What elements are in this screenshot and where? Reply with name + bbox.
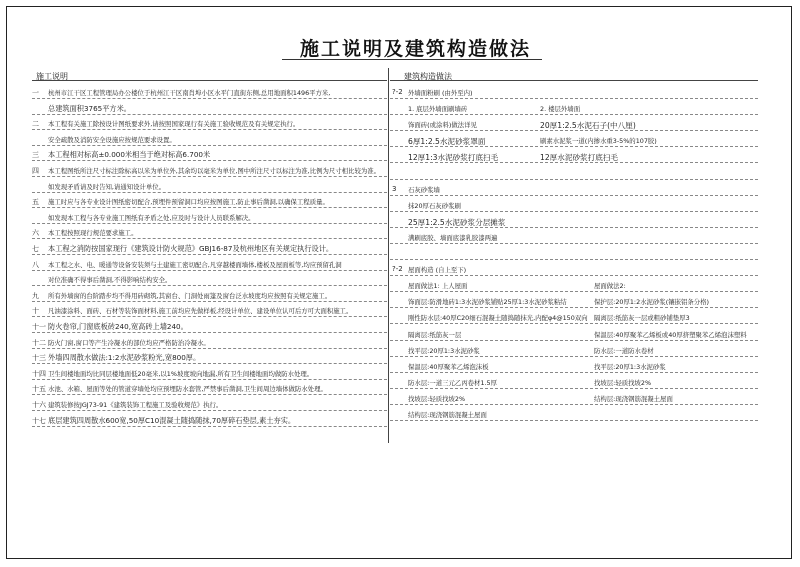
detail-rule [390,114,758,115]
note-rule [32,207,387,208]
detail-text-left: 隔离层:纸筋灰一层 [408,330,462,339]
detail-number: ?-2 [392,88,403,96]
detail-text-left: 饰面砖(或涂料)做法详见 [408,121,477,130]
note-number: 七 [32,245,39,253]
note-rule [32,129,387,130]
note-text: 底层建筑四周散水600宽,50厚C10混凝土随捣随抹,70厚碎石垫层,素土夯实。 [48,415,296,425]
detail-rule [390,211,758,212]
detail-text-left: 结构层:现浇钢筋混凝土屋面 [408,411,487,419]
note-rule [32,394,387,395]
detail-text-right: 12厚水泥砂浆打底扫毛 [540,153,619,163]
note-text: 防火卷帘,门窗底板砖240,宽高砖上墙240。 [48,322,188,331]
detail-text-left: 抹20厚石灰砂浆刷 [408,201,461,210]
detail-text-right: 刷素水泥浆一道(内掺水重3-5%的107胶) [540,137,657,146]
note-number: 十三 [32,354,46,363]
note-rule [32,98,387,99]
note-text: 本工程之消防按国家现行《建筑设计防火规范》GBJ16-87及杭州地区有关规定执行设计。 [48,244,334,253]
detail-text-left: 25厚1:2.5水泥砂浆分层摊浆 [408,217,506,227]
note-rule [32,301,387,302]
detail-rule [390,146,758,147]
right-column-header: 建筑构造做法 [404,72,452,81]
note-number: 三 [32,151,39,160]
note-number: 十 [32,307,39,316]
note-rule [32,176,387,177]
detail-text-right: 保护层:20厚1:2水泥砂浆(镶嵌铝条分格) [594,298,710,307]
note-number: 十二 [32,338,46,347]
detail-text-right: 找平层:20厚1:3水泥砂浆 [594,362,666,371]
left-column-header: 施工说明 [36,72,68,81]
detail-text-right: 2. 楼层外墙面 [540,105,581,114]
detail-number: ?-2 [392,265,403,274]
detail-text-left: 找坡层:轻质找坡2% [408,394,466,403]
detail-rule [390,404,758,405]
note-rule [32,254,387,255]
note-rule [32,379,387,380]
note-number: 十六 [32,401,46,409]
note-text: 建筑装修按JGJ73-91《建筑装饰工程施工及验收规范》执行。 [48,401,223,409]
detail-rule [390,243,758,244]
detail-text-left: 保温层:40厚聚苯乙烯泡沫板 [408,362,489,371]
detail-text-right: 防水层:一道防水卷材 [594,346,654,355]
note-text: 施工时应与各专业设计图纸密切配合,预埋件预留洞口均应按图施工,防止事后凿洞,以确保工程质量。 [48,198,329,207]
note-number: 十四 [32,369,46,378]
detail-text-right: 屋面做法2: [594,282,626,291]
note-text: 本工程按照现行规范要求施工。 [48,229,138,238]
detail-rule [390,307,758,308]
note-text: 如发现本工程与各专业施工图纸有矛盾之处,应及时与设计人员联系解决。 [48,213,255,222]
note-text: 本工程之水、电、暖通等设备安装须与土建施工密切配合,凡穿越楼面墙体,楼板及屋面板等,均应预留孔洞 [48,260,342,269]
detail-rule [390,98,758,99]
page-title: 施工说明及建筑构造做法 [300,38,532,60]
right-header-line [390,80,758,81]
detail-rule [390,291,758,292]
note-rule [32,426,387,427]
detail-text-right: 保温层:40厚聚苯乙烯板或40厚挤塑聚苯乙烯泡沫塑料 [594,330,747,339]
note-rule [32,410,387,411]
detail-text-left: 屋面构造 (自上至下) [408,266,467,275]
note-number: 八 [32,260,39,269]
detail-text-left: 找平层:20厚1:3水泥砂浆 [408,346,480,355]
detail-text-left: 12厚1:3水泥砂浆打底扫毛 [408,153,499,163]
note-rule [32,238,387,239]
note-text: 杭州市江干区工程管理局办公楼位于杭州江干区南肖埠小区水平门直街东侧,总用地面积1496平方米, [48,89,331,97]
detail-text-right: 找坡层:轻质找坡2% [594,378,652,387]
note-text: 本工程图纸所注尺寸标注除标高以米为单位外,其余均以毫米为单位,图中所注尺寸以标注为准,比例为尺寸相比较为准。 [48,167,381,175]
note-number: 四 [32,167,39,175]
detail-text-left: 6厚1:2.5水泥砂浆罩面 [408,137,486,147]
detail-rule [390,420,758,421]
note-rule [32,285,387,286]
note-rule [32,114,387,115]
note-rule [32,192,387,193]
detail-text-right: 结构层:现浇钢筋混凝土屋面 [594,394,673,403]
note-number: 一 [32,89,39,97]
detail-text-left: 满刷底胶、墙面底漆乳胶漆两遍 [408,233,498,242]
detail-text-left: 刚性防水层:40厚C20细石混凝土随捣随抹光,内配φ4@150双向 [408,314,588,323]
detail-rule [390,323,758,324]
note-text: 水池、水箱、屋面等处的管道穿墙处均应预埋防水套管,严禁事后凿洞,卫生间周边墙体做防水处理。 [48,385,327,394]
note-text: 总建筑面积3765平方米。 [48,103,131,113]
note-number: 九 [32,291,39,300]
note-number: 十七 [32,416,46,425]
note-text: 凡油漆涂料、面砖、石材等装饰面材料,施工前均应先做样板,经设计单位、建设单位认可后方可大面积施工。 [48,307,353,316]
detail-rule [390,227,758,228]
note-number: 二 [32,120,39,129]
note-rule [32,145,387,146]
detail-number: 3 [392,184,397,193]
detail-text-left: 防水层:一道三元乙丙卷材1.5厚 [408,378,498,387]
note-text: 本工程相对标高±0.000米相当于绝对标高6.700米 [48,150,211,160]
note-rule [32,270,387,271]
note-text: 对位准确不得事后凿洞,不得影响结构安全。 [48,276,172,285]
detail-text-left: 屋面做法1: 上人屋面 [408,282,468,291]
note-rule [32,316,387,317]
note-rule [32,332,387,333]
detail-text-right: 20厚1:2.5水泥石子(中八厘) [540,121,636,131]
left-header-line [32,80,387,81]
note-number: 十一 [32,323,46,331]
detail-rule [390,259,758,260]
title-underline [282,59,542,60]
note-number: 十五 [32,385,46,394]
note-text: 所有外墙窗的台阶踏步均不得用砖砌筑,其窗台、门洞处雨篷及窗台泛水坡度均应按照有关规定施工。 [48,291,332,300]
note-text: 防火门窗,窗口等产生冷凝水的部位均应严格防治冷凝水。 [48,338,210,347]
detail-rule [390,372,758,373]
note-text: 安全疏散及消防安全设施应按规范要求设置。 [48,135,176,144]
note-rule [32,223,387,224]
note-text: 本工程有关施工除按设计图纸要求外,请按照国家现行有关施工验收规范及有关规定执行。 [48,120,300,129]
detail-text-left: 石灰砂浆墙 [408,185,440,194]
note-rule [32,348,387,349]
note-text: 卫生间楼地面均比同层楼地面低20毫米,以1%坡度坡向地漏,所有卫生间楼地面均做防水处理。 [48,369,314,378]
detail-rule [390,130,758,131]
detail-rule [390,275,758,276]
column-divider [388,68,389,443]
note-rule [32,363,387,364]
detail-rule [390,162,758,163]
note-rule [32,160,387,161]
detail-rule [390,340,758,341]
detail-rule [390,356,758,357]
detail-rule [390,179,758,180]
detail-text-left: 1. 底层外墙面刷墙砖 [408,105,468,114]
note-number: 五 [32,198,39,207]
detail-rule [390,388,758,389]
detail-text-right: 隔离层:纸筋灰一层或粗砂铺垫厚3 [594,314,690,323]
note-text: 外墙四周散水做法:1:2水泥砂浆粉光,宽800厚。 [48,353,201,363]
note-number: 六 [32,229,39,238]
detail-rule [390,195,758,196]
note-text: 如发现矛盾请及时告知,请通知设计单位。 [48,182,166,191]
detail-text-left: 外墙面粉刷 (由外至内) [408,89,473,97]
detail-text-left: 饰面层:防滑地砖1:3水泥砂浆铺贴25厚1:3水泥砂浆粘结 [408,298,567,307]
